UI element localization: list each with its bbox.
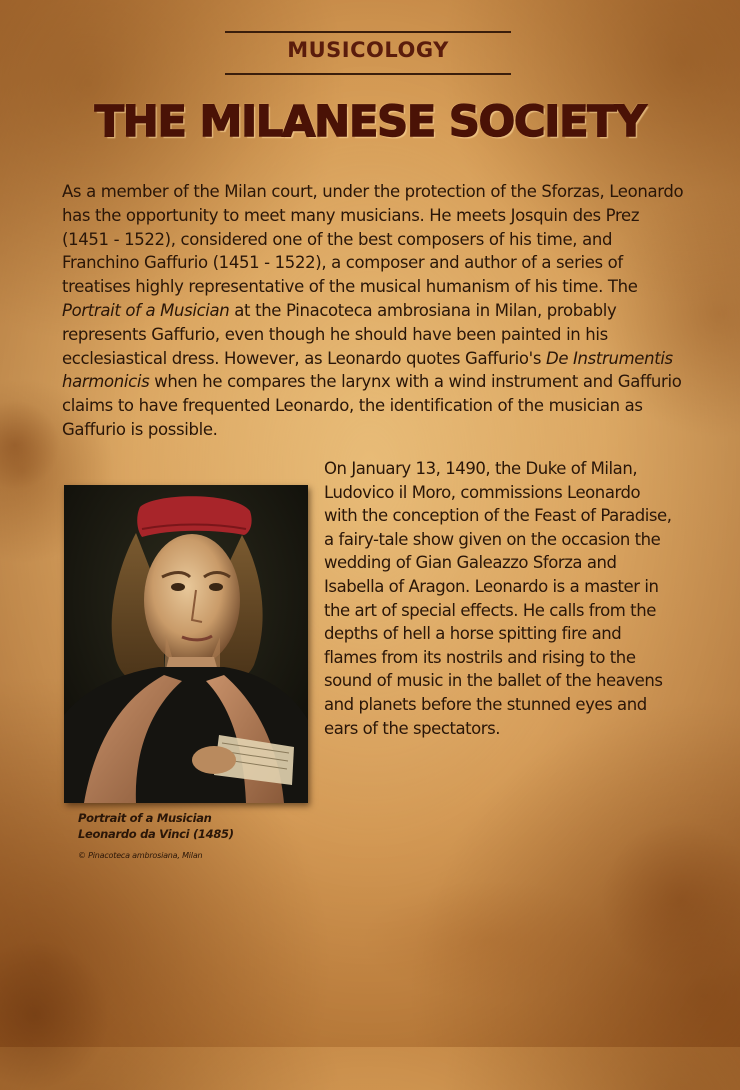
- caption-author: Leonardo da Vinci (1485): [78, 827, 234, 841]
- feast-paragraph: On January 13, 1490, the Duke of Milan, Ludovico il Moro, commissions Leonardo with the conception of the Feast of Paradise, a fairy-tale show given on the occasion the wedding of Gian Galeazzo Sforza and Isabella of Aragon. Leonardo is a master in the art of special effects. He calls from the depths of hell a horse spitting fire and flames from its nostrils and rising to the sound of music in the ballet of the heavens and planets before the stunned eyes and ears of the spectators.: [324, 459, 672, 738]
- portrait-illustration: [64, 485, 308, 803]
- section-label: MUSICOLOGY: [287, 38, 449, 62]
- section-rule-bottom: [225, 73, 511, 75]
- image-credit: © Pinacoteca ambrosiana, Milan: [78, 851, 203, 860]
- intro-italic-portrait: Portrait of a Musician: [62, 300, 230, 320]
- parchment-stain: [0, 400, 60, 490]
- intro-text: As a member of the Milan court, under the protection of the Sforzas, Leonardo has the opportunity to meet many musicians. He meets Josquin des Prez (1451 - 1522), considered one of the best composers of his time, and Franchino Gaffurio (1451 - 1522), a composer and author of a series of treatises highly representative of the musical humanism of his time. The: [62, 182, 684, 297]
- intro-text: at the Pinacoteca ambrosiana in Milan, probably represents Gaffurio, even though he should have been painted in his ecclesiastical dress. However, as Leonardo quotes Gaffurio's: [62, 300, 617, 368]
- intro-text: when he compares the larynx with a wind instrument and Gaffurio claims to have frequented Leonardo, the identification of the musician as Gaffurio is possible.: [62, 372, 682, 439]
- parchment-stain: [0, 940, 110, 1090]
- section-rule-top: [225, 31, 511, 33]
- intro-italic-treatise: De Instrumentis harmonicis: [62, 348, 673, 392]
- intro-paragraph: [62, 180, 684, 442]
- page-title: THE MILANESE SOCIETY: [94, 97, 646, 147]
- portrait-painting: [64, 485, 308, 803]
- parchment-stain: [360, 880, 620, 1000]
- parchment-stain: [600, 820, 740, 980]
- figure-caption: [78, 810, 234, 842]
- caption-title: Portrait of a Musician: [78, 811, 212, 825]
